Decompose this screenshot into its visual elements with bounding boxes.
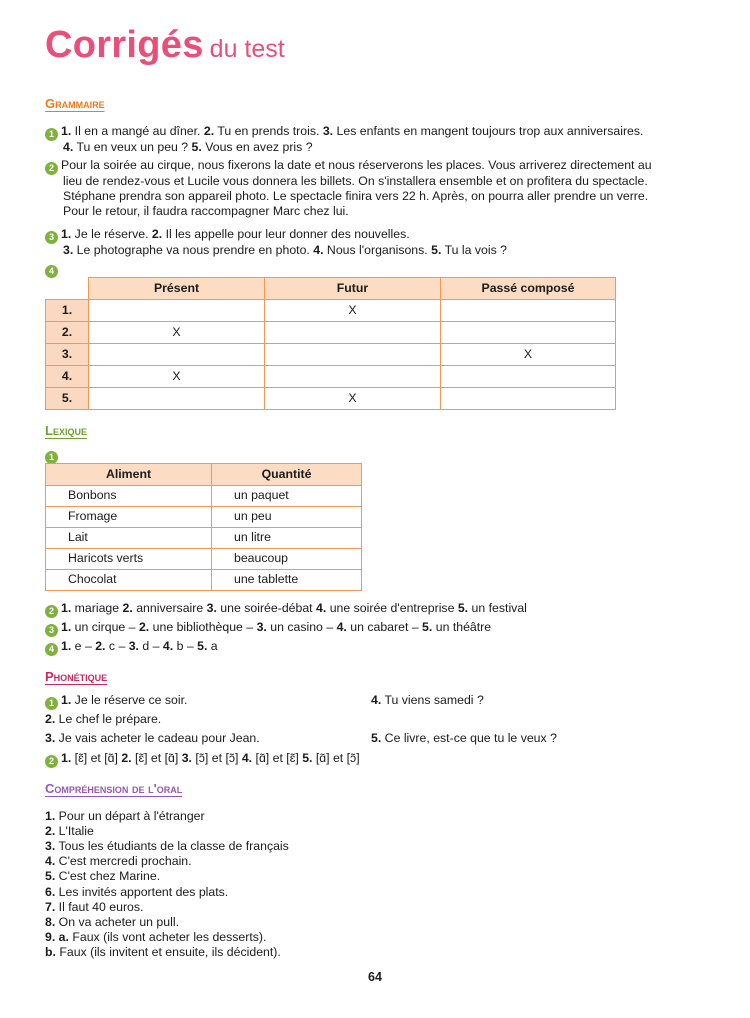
table-cell — [265, 344, 441, 366]
item-text: [ɛ̃] et [ɑ̃] — [131, 751, 182, 765]
grammaire-ex2-line1 — [45, 158, 652, 175]
row-number: 3. — [46, 344, 89, 366]
list-item — [45, 809, 205, 824]
item-number: 3. — [256, 620, 267, 634]
table-row — [46, 570, 362, 591]
item-number: 2. — [122, 601, 133, 615]
section-heading-lexique: Lexique — [45, 423, 87, 438]
item-number: 4. — [63, 140, 74, 154]
item-number: 2. — [138, 620, 150, 634]
list-item — [45, 869, 160, 884]
exercise-number-badge: 2 — [45, 605, 58, 618]
table-cell — [89, 388, 265, 410]
item-number: 5. — [457, 601, 469, 615]
table-cell: X — [89, 366, 265, 388]
item-text: Tous les étudiants de la classe de français — [55, 839, 289, 853]
item-text: Nous l'organisons. — [323, 243, 432, 257]
table-cell: Haricots verts — [46, 549, 212, 570]
item-text: un cabaret – — [346, 620, 423, 634]
table-cell: Chocolat — [46, 570, 212, 591]
table-cell: Bonbons — [46, 486, 212, 507]
table-cell: X — [89, 322, 265, 344]
item-text: C'est chez Marine. — [55, 869, 161, 883]
lexique-ex3-line — [45, 620, 491, 637]
exercise-number-badge: 1 — [45, 697, 58, 710]
phonetique-ex1-item5 — [371, 731, 557, 746]
item-number: 3. — [128, 639, 139, 653]
item-text: d – — [138, 639, 163, 653]
title-sub: du test — [209, 35, 285, 63]
item-number: 3. — [63, 243, 74, 257]
table-cell — [265, 322, 441, 344]
table-header: Quantité — [212, 464, 362, 486]
item-number: 4. — [162, 639, 174, 653]
item-number: 8. — [45, 915, 56, 929]
paragraph-line: Stéphane prendra son appareil photo. Le spectacle finira vers 22 h. Après, on pourra aller prendre un verre. — [63, 189, 649, 203]
item-text: Il en a mangé au dîner. — [71, 124, 204, 138]
paragraph-line: Pour le retour, il faudra raccompagner Marc chez lui. — [63, 204, 349, 218]
table-header: Passé composé — [441, 278, 616, 300]
exercise-number-badge: 1 — [45, 128, 58, 141]
lexique-ex1-label — [45, 447, 61, 464]
table-row — [46, 322, 616, 344]
item-number: b. — [45, 945, 56, 959]
page-number: 64 — [368, 970, 382, 984]
phonetique-ex1-item1 — [45, 693, 187, 710]
item-number: 1. — [61, 601, 72, 615]
exercise-number-badge: 3 — [45, 624, 58, 637]
item-text: Il faut 40 euros. — [55, 900, 144, 914]
grammaire-ex3-line2 — [63, 243, 507, 258]
exercise-number-badge: 3 — [45, 231, 58, 244]
item-number: 2. — [151, 227, 163, 241]
table-cell — [265, 366, 441, 388]
phonetique-ex1-item4 — [371, 693, 484, 708]
table-header: Aliment — [46, 464, 212, 486]
item-text: Les enfants en mangent toujours trop aux anniversaires. — [333, 124, 644, 138]
item-text: Le photographe va nous prendre en photo. — [73, 243, 314, 257]
list-item — [45, 824, 94, 839]
item-text: Tu en prends trois. — [214, 124, 323, 138]
item-number: 4. — [313, 243, 324, 257]
item-text: une soirée-débat — [216, 601, 317, 615]
item-text: un casino – — [266, 620, 337, 634]
row-number: 2. — [46, 322, 89, 344]
table-corner — [46, 278, 89, 300]
table-cell: beaucoup — [212, 549, 362, 570]
item-number: 6. — [45, 885, 56, 899]
item-number: 1. — [61, 639, 72, 653]
grammaire-tense-table — [45, 277, 616, 410]
table-row — [46, 344, 616, 366]
table-cell: X — [265, 388, 441, 410]
item-text: Les invités apportent des plats. — [55, 885, 229, 899]
exercise-number-badge: 2 — [45, 162, 58, 175]
table-cell: X — [265, 300, 441, 322]
exercise-number-badge: 1 — [45, 451, 58, 464]
exercise-number-badge: 4 — [45, 265, 58, 278]
item-number: 3. — [45, 839, 56, 853]
item-text: un cirque – — [71, 620, 139, 634]
item-text: C'est mercredi prochain. — [55, 854, 192, 868]
item-text: Ce livre, est-ce que tu le veux ? — [381, 731, 557, 745]
table-header: Futur — [265, 278, 441, 300]
grammaire-ex3-line1 — [45, 227, 410, 244]
item-text: anniversaire — [132, 601, 207, 615]
item-text: c – — [105, 639, 129, 653]
page-title — [45, 24, 285, 66]
list-item — [45, 900, 143, 915]
item-text: Je vais acheter le cadeau pour Jean. — [55, 731, 260, 745]
table-row — [46, 366, 616, 388]
item-number: 3. — [45, 731, 56, 745]
item-text: Pour un départ à l'étranger — [55, 809, 205, 823]
item-text: mariage — [71, 601, 123, 615]
item-number: 4. — [45, 854, 56, 868]
list-item — [45, 839, 289, 854]
item-number: 5. — [422, 620, 433, 634]
lexique-food-table — [45, 463, 362, 591]
item-text: un théâtre — [432, 620, 492, 634]
item-number: 5. — [431, 243, 442, 257]
item-text: [ɑ̃] et [ɔ̃] — [312, 751, 360, 765]
lexique-ex2-line — [45, 601, 527, 618]
item-number: 2. — [95, 639, 106, 653]
item-number: 4. — [371, 693, 382, 707]
item-text: e – — [71, 639, 96, 653]
phonetique-ex2-line — [45, 751, 360, 768]
lexique-ex4-line — [45, 639, 218, 656]
item-number: 2. — [203, 124, 215, 138]
item-text: Le chef le prépare. — [55, 712, 162, 726]
item-number: 5. — [197, 639, 208, 653]
item-text: Je le réserve ce soir. — [71, 693, 188, 707]
item-number: 4. — [316, 601, 327, 615]
item-text: L'Italie — [55, 824, 94, 838]
item-number: 4. — [241, 751, 253, 765]
item-number: 5. — [371, 731, 382, 745]
grammaire-ex1-line2 — [63, 140, 313, 155]
item-text: Je le réserve. — [71, 227, 152, 241]
table-cell: Lait — [46, 528, 212, 549]
item-number: 3. — [206, 601, 217, 615]
exercise-number-badge: 4 — [45, 643, 58, 656]
item-number: 2. — [121, 751, 132, 765]
table-cell: Fromage — [46, 507, 212, 528]
item-number: 4. — [336, 620, 347, 634]
item-text: b – — [173, 639, 198, 653]
item-number: 5. — [302, 751, 313, 765]
item-text: Il les appelle pour leur donner des nouvelles. — [162, 227, 410, 241]
item-number: 1. — [45, 809, 56, 823]
table-cell: X — [441, 344, 616, 366]
item-number: 1. — [61, 124, 72, 138]
item-text: Tu viens samedi ? — [381, 693, 484, 707]
phonetique-ex1-item2 — [45, 712, 161, 727]
exercise-number-badge: 2 — [45, 755, 58, 768]
item-text: [ɑ̃] et [ɛ̃] — [252, 751, 303, 765]
section-heading-grammaire: Grammaire — [45, 96, 105, 111]
item-number: 3. — [181, 751, 192, 765]
table-cell — [441, 300, 616, 322]
title-main: Corrigés — [45, 24, 204, 66]
item-text: Faux (ils invitent et ensuite, ils décident). — [55, 945, 281, 959]
item-text: une bibliothèque – — [149, 620, 257, 634]
table-cell — [441, 366, 616, 388]
grammaire-ex1-line1 — [45, 124, 643, 141]
table-cell: un paquet — [212, 486, 362, 507]
item-text: On va acheter un pull. — [55, 915, 179, 929]
item-number: 2. — [45, 824, 56, 838]
item-number: 5. — [191, 140, 202, 154]
item-text: a — [207, 639, 218, 653]
table-cell — [441, 322, 616, 344]
item-text: un festival — [468, 601, 527, 615]
grammaire-ex4-label — [45, 261, 61, 278]
paragraph-line: lieu de rendez-vous et Lucile vous donnera les billets. On s'installera ensemble et on profitera du spectacle. — [63, 174, 648, 188]
item-number: 1. — [61, 751, 72, 765]
list-item — [45, 915, 179, 930]
item-text: Tu en veux un peu ? — [73, 140, 192, 154]
item-number: 5. — [45, 869, 56, 883]
item-text: Faux (ils vont acheter les desserts). — [68, 930, 267, 944]
item-text: Vous en avez pris ? — [201, 140, 313, 154]
item-number: 2. — [45, 712, 56, 726]
list-item — [45, 854, 192, 869]
table-row — [46, 300, 616, 322]
table-cell: un peu — [212, 507, 362, 528]
list-item — [45, 885, 228, 900]
item-number: 3. — [322, 124, 334, 138]
item-number: 1. — [61, 693, 72, 707]
table-cell — [441, 388, 616, 410]
paragraph-line: Pour la soirée au cirque, nous fixerons la date et nous réserverons les places. Vous arriverez directement au — [61, 158, 652, 172]
row-number: 4. — [46, 366, 89, 388]
item-number: 9. a. — [45, 930, 69, 944]
item-text: [ɛ̃] et [ɑ̃] — [71, 751, 122, 765]
section-heading-comprehension: Compréhension de l'oral — [45, 781, 183, 796]
table-cell — [89, 300, 265, 322]
item-number: 7. — [45, 900, 56, 914]
section-heading-phonetique: Phonétique — [45, 669, 108, 684]
table-row — [46, 507, 362, 528]
item-number: 1. — [61, 227, 72, 241]
item-text: Tu la vois ? — [441, 243, 508, 257]
table-row — [46, 486, 362, 507]
table-cell: un litre — [212, 528, 362, 549]
list-item — [45, 930, 266, 945]
row-number: 5. — [46, 388, 89, 410]
phonetique-ex1-item3 — [45, 731, 260, 746]
table-row — [46, 549, 362, 570]
item-text: [ɔ̃] et [ɔ̃] — [191, 751, 242, 765]
table-header: Présent — [89, 278, 265, 300]
item-text: une soirée d'entreprise — [326, 601, 458, 615]
table-row — [46, 388, 616, 410]
item-number: 1. — [61, 620, 72, 634]
list-item — [45, 945, 281, 960]
table-cell — [89, 344, 265, 366]
table-cell: une tablette — [212, 570, 362, 591]
row-number: 1. — [46, 300, 89, 322]
table-row — [46, 528, 362, 549]
